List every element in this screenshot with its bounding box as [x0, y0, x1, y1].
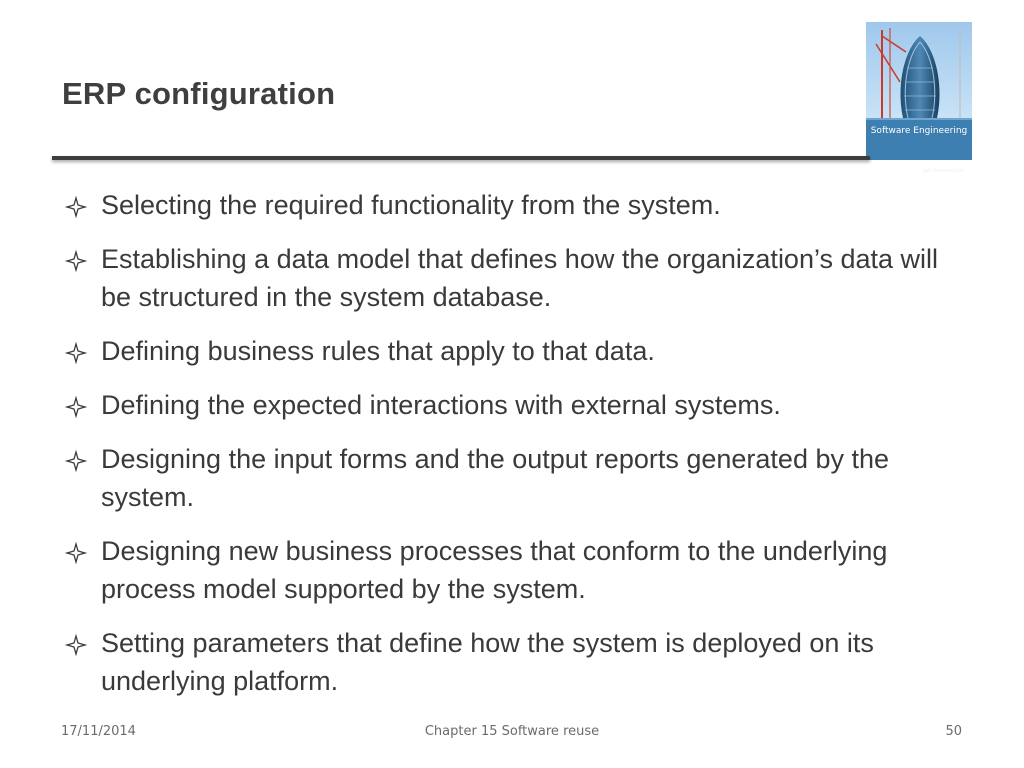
book-cover-image: [866, 22, 972, 174]
bullet-text: Defining business rules that apply to that data.: [101, 336, 655, 366]
four-point-star-outline-icon: [66, 343, 86, 363]
four-point-star-outline-icon: [66, 197, 86, 217]
footer-date: 17/11/2014: [61, 724, 136, 739]
footer-page-number: 50: [945, 724, 962, 739]
bullet-text: Designing new business processes that conform to the underlying process model supported by the system.: [101, 536, 888, 604]
bullet-item: [64, 186, 974, 224]
book-cover-title: Software Engineering: [870, 126, 968, 136]
bullet-text: Setting parameters that define how the system is deployed on its underlying platform.: [101, 628, 874, 696]
four-point-star-outline-icon: [66, 251, 86, 271]
four-point-star-outline-icon: [66, 635, 86, 655]
bullet-item: [64, 532, 974, 608]
slide-title: ERP configuration: [62, 76, 336, 111]
bullet-text: Selecting the required functionality from the system.: [101, 190, 721, 220]
four-point-star-outline-icon: [66, 397, 86, 417]
bullet-list: [64, 186, 974, 716]
bullet-item: [64, 624, 974, 700]
book-cover-author: Ian Sommerville: [923, 168, 964, 174]
footer-chapter: Chapter 15 Software reuse: [424, 724, 600, 739]
four-point-star-outline-icon: [66, 451, 86, 471]
four-point-star-outline-icon: [66, 543, 86, 563]
bullet-item: [64, 386, 974, 424]
bullet-item: [64, 332, 974, 370]
bullet-text: Establishing a data model that defines how the organization’s data will be structured in the system database.: [101, 244, 939, 312]
gherkin-tower-icon: [866, 22, 972, 160]
bullet-item: [64, 440, 974, 516]
bullet-text: Designing the input forms and the output reports generated by the system.: [101, 444, 890, 512]
bullet-item: [64, 240, 974, 316]
bullet-text: Defining the expected interactions with external systems.: [101, 390, 781, 420]
title-divider: [52, 156, 870, 160]
